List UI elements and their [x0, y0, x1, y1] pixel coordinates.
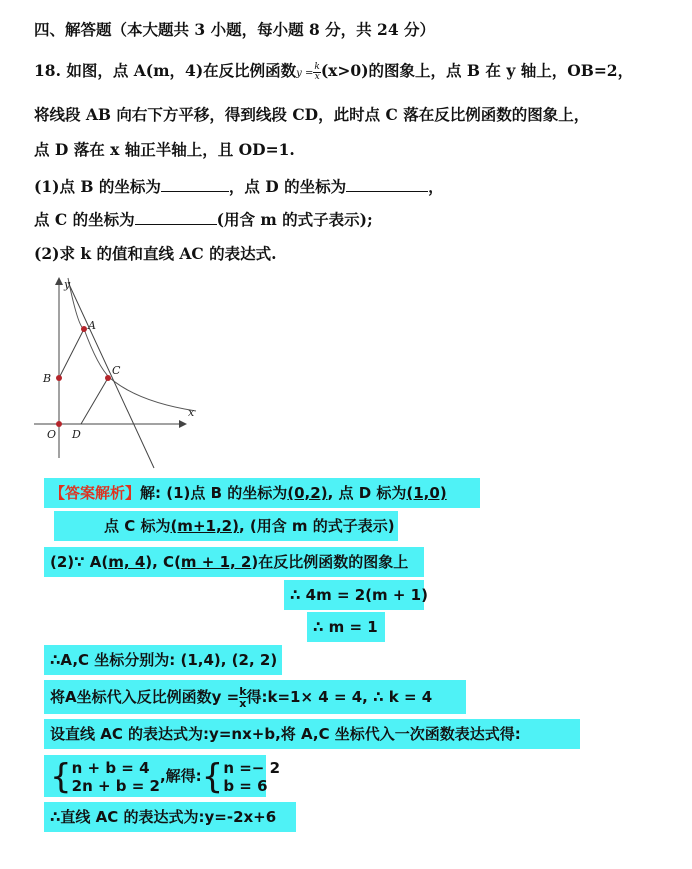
- problem-line-2: 将线段 AB 向右下方平移，得到线段 CD，此时点 C 落在反比例函数的图象上，: [34, 105, 590, 124]
- answer-l7-den: x: [239, 697, 247, 710]
- answer-l9-mid: ,解得:: [159, 767, 202, 785]
- equation-system-1: [72, 759, 160, 795]
- problem-line-3: 点 D 落在 x 轴正半轴上，且 OD=1.: [34, 140, 295, 159]
- answer-line-3: [44, 547, 424, 577]
- answer-l7-b: 得:k=1× 4 = 4, ∴ k = 4: [246, 688, 433, 706]
- q1-b: ，点 D 的坐标为: [228, 177, 347, 196]
- question-1-line-1: [34, 175, 444, 198]
- label-o: O: [47, 428, 57, 441]
- answer-line-7: [44, 680, 466, 714]
- segment-cd: [81, 378, 108, 424]
- sys2-bottom: b = 6: [223, 776, 268, 795]
- answer-l2-c: , (用含 m 的式子表示): [238, 517, 395, 535]
- label-a: A: [88, 319, 96, 332]
- problem-line-1-b: (x>0)的图象上，点 B 在 y 轴上，OB=2，: [320, 61, 634, 80]
- problem-number: 18.: [34, 61, 61, 80]
- answer-l3-c: ), C(: [145, 553, 181, 571]
- answer-line-5: ∴ m = 1: [307, 612, 385, 642]
- problem-line-1: [34, 60, 633, 85]
- label-y: y: [64, 278, 71, 291]
- point-c: [105, 375, 111, 381]
- answer-tag: 【答案解析】: [50, 484, 141, 502]
- figure: [28, 272, 213, 472]
- segment-ab: [59, 329, 84, 378]
- q1-d: 点 C 的坐标为: [34, 210, 135, 229]
- sys1-bottom: 2n + b = 2: [71, 776, 160, 795]
- answer-l3-d: m + 1, 2: [180, 553, 252, 571]
- answer-d-coord: (1,0): [406, 484, 447, 502]
- answer-l7-fraction: [239, 686, 246, 709]
- hyperbola-curve: [68, 278, 196, 411]
- label-x: x: [188, 406, 195, 419]
- answer-l2-a: 点 C 标为: [104, 517, 171, 535]
- answer-l1-a: 解: (1)点 B 的坐标为: [140, 484, 288, 502]
- answer-l7-num: k: [239, 685, 247, 698]
- point-a: [81, 326, 87, 332]
- func-fraction: [313, 63, 320, 82]
- answer-l3-a: (2)∵ A(: [50, 553, 109, 571]
- answer-line-9: { n + b = 4 2n + b = 2 ,解得:{ n =− 2 b = 6: [44, 755, 266, 797]
- answer-l3-e: )在反比例函数的图象上: [251, 553, 409, 571]
- func-den: x: [314, 71, 320, 82]
- answer-l7-a: 将A坐标代入反比例函数y =: [50, 688, 240, 706]
- answer-line-2: [54, 511, 398, 541]
- question-1-line-2: [34, 208, 373, 231]
- point-b: [56, 375, 62, 381]
- q1-e: (用含 m 的式子表示);: [216, 210, 373, 229]
- question-2: (2)求 k 的值和直线 AC 的表达式.: [34, 244, 277, 263]
- q1-c: ，: [428, 177, 444, 196]
- label-c: C: [112, 364, 121, 377]
- line-ac: [68, 282, 154, 468]
- section-heading: 四、解答题（本大题共 3 小题，每小题 8 分，共 24 分）: [34, 20, 436, 39]
- func-lhs: y =: [296, 68, 314, 79]
- answer-b-coord: (0,2): [287, 484, 328, 502]
- sys2-top: n =− 2: [223, 758, 281, 777]
- answer-l1-c: , 点 D 标为: [327, 484, 407, 502]
- answer-blank-d[interactable]: [346, 175, 428, 192]
- func-num: k: [314, 61, 320, 72]
- answer-l3-b: m, 4: [108, 553, 146, 571]
- q1-a: (1)点 B 的坐标为: [34, 177, 161, 196]
- answer-c-coord: (m+1,2): [170, 517, 239, 535]
- sys1-top: n + b = 4: [71, 758, 150, 777]
- problem-line-1-a: 如图，点 A(m，4)在反比例函数: [66, 61, 297, 80]
- label-d: D: [72, 428, 81, 441]
- equation-system-2: [223, 759, 280, 795]
- answer-line-6: ∴A,C 坐标分别为: (1,4), (2, 2): [44, 645, 282, 675]
- answer-line-4: ∴ 4m = 2(m + 1): [284, 580, 424, 610]
- answer-blank-c[interactable]: [135, 208, 217, 225]
- point-o: [56, 421, 62, 427]
- answer-line-1: [44, 478, 480, 508]
- answer-line-8: 设直线 AC 的表达式为:y=nx+b,将 A,C 坐标代入一次函数表达式得:: [44, 719, 580, 749]
- answer-line-10: ∴直线 AC 的表达式为:y=-2x+6: [44, 802, 296, 832]
- answer-blank-b[interactable]: [161, 175, 229, 192]
- label-b: B: [43, 372, 52, 385]
